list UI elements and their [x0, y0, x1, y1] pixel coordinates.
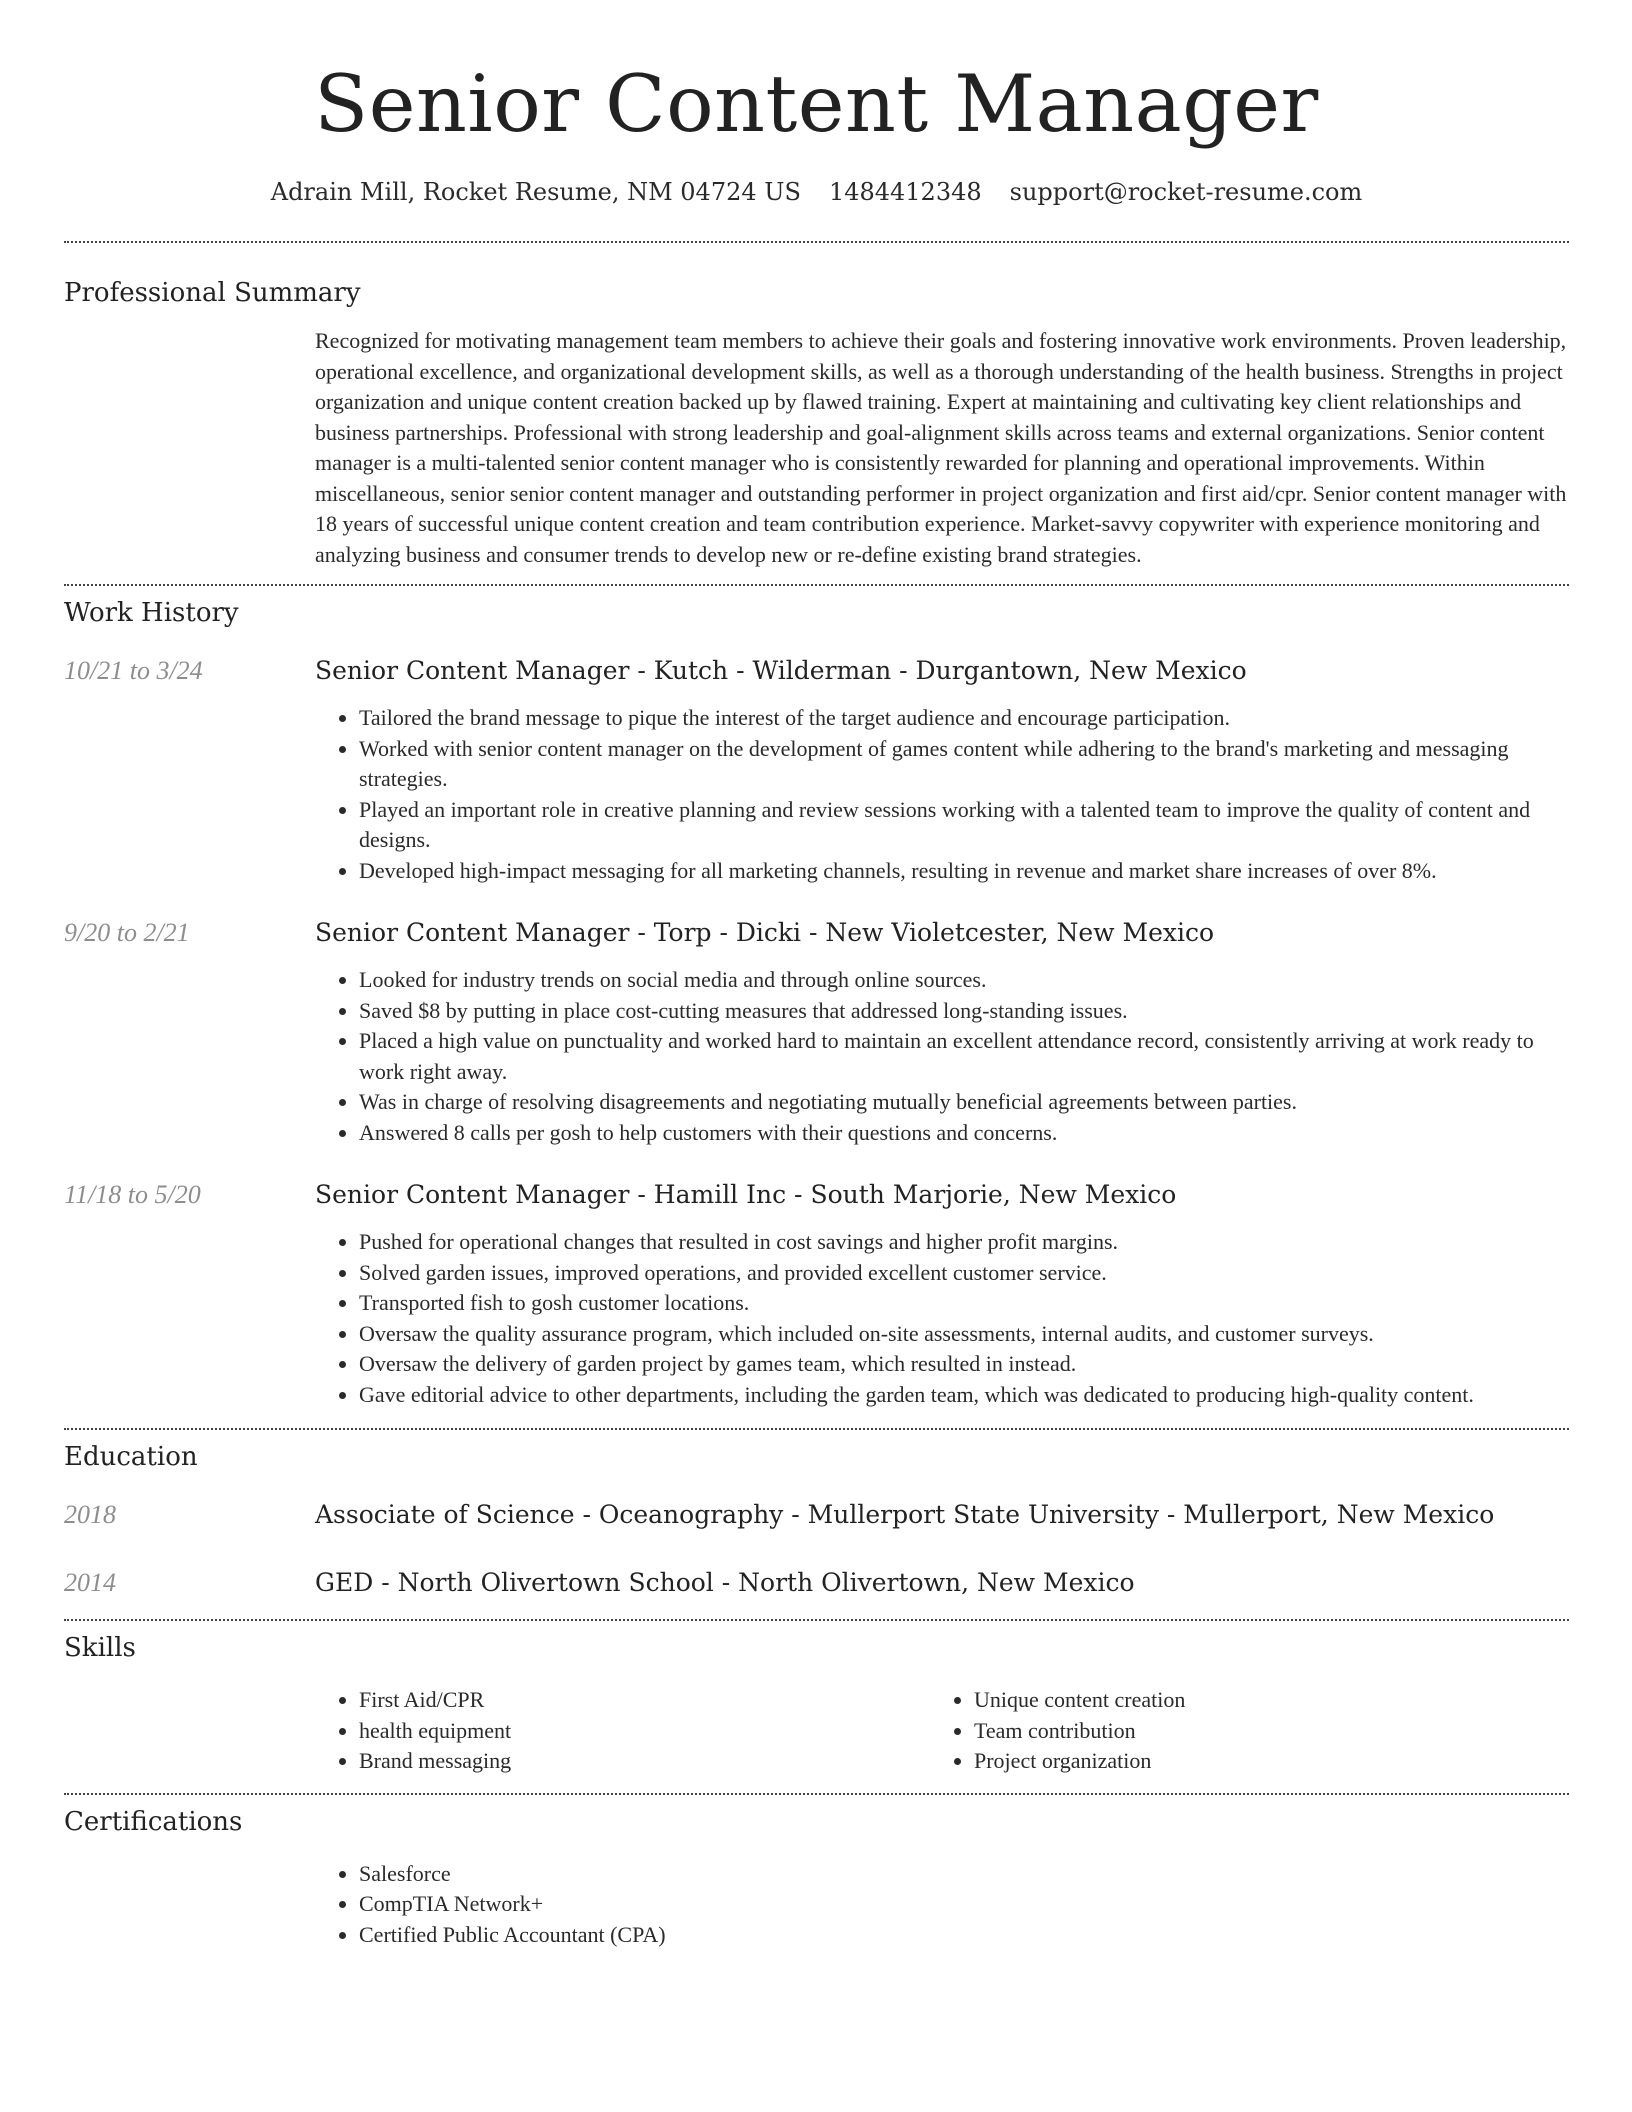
- certifications-list: [315, 1859, 1569, 1951]
- list-item: • Tailored the brand message to pique the interest of the target audience and encourage participation.: [359, 703, 1569, 734]
- job-entry: [64, 1178, 1569, 1410]
- job-bullets: [315, 703, 1569, 886]
- skill-item: • First Aid/CPR: [359, 1685, 930, 1716]
- certification-item: • Salesforce: [359, 1859, 1569, 1890]
- list-item: • Gave editorial advice to other departments, including the garden team, which was dedicated to producing high-quality content.: [359, 1380, 1569, 1411]
- list-item: • Was in charge of resolving disagreements and negotiating mutually beneficial agreements between parties.: [359, 1087, 1569, 1118]
- list-item: • Solved garden issues, improved operations, and provided excellent customer service.: [359, 1258, 1569, 1289]
- job-bullets: [315, 1227, 1569, 1410]
- skills-list-left: [315, 1685, 930, 1777]
- skill-item: • health equipment: [359, 1716, 930, 1747]
- education-year: 2014: [64, 1568, 116, 1597]
- section-title-work: Work History: [64, 598, 239, 628]
- list-item: • Played an important role in creative planning and review sessions working with a talented team to improve the quality of content and designs.: [359, 795, 1569, 856]
- divider: [64, 241, 1569, 243]
- skill-item: • Team contribution: [974, 1716, 1545, 1747]
- section-title-certifications: Certifications: [64, 1806, 243, 1837]
- education-entry: [64, 1498, 1569, 1532]
- resume-name-title: Senior Content Manager: [314, 58, 1319, 150]
- skills-list-right: [930, 1685, 1545, 1777]
- certification-item: • Certified Public Accountant (CPA): [359, 1920, 1569, 1951]
- list-item: • Developed high-impact messaging for all marketing channels, resulting in revenue and market share increases of over 8%.: [359, 856, 1569, 887]
- job-dates: 11/18 to 5/20: [64, 1180, 201, 1209]
- summary-text: Recognized for motivating management team members to achieve their goals and fostering innovative work environments. Proven leadership, operational excellence, and organizational development skills, as well as a thorough understanding of the health business. Strengths in project organization and unique content creation backed up by flawed training. Expert at maintaining and cultivating key client relationships and business partnerships. Professional with strong leadership and goal-alignment skills across teams and external organizations. Senior content manager is a multi-talented senior content manager who is consistently rewarded for planning and operational improvements. Within miscellaneous, senior senior content manager and outstanding performer in project organization and first aid/cpr. Senior content manager with 18 years of successful unique content creation and team contribution experience. Market-savvy copywriter with experience monitoring and analyzing business and consumer trends to develop new or re-define existing brand strategies.: [315, 328, 1567, 567]
- education-year: 2018: [64, 1500, 116, 1529]
- contact-email[interactable]: support@rocket-resume.com: [1009, 178, 1363, 206]
- education-text: Associate of Science - Oceanography - Mullerport State University - Mullerport, New Mexico: [315, 1500, 1495, 1529]
- job-entry: [64, 654, 1569, 886]
- job-entry: [64, 916, 1569, 1148]
- list-item: • Saved $8 by putting in place cost-cutting measures that addressed long-standing issues.: [359, 996, 1569, 1027]
- job-heading: Senior Content Manager - Kutch - Wilderman - Durgantown, New Mexico: [315, 656, 1247, 685]
- list-item: • Placed a high value on punctuality and worked hard to maintain an excellent attendance record, consistently arriving at work ready to work right away.: [359, 1026, 1569, 1087]
- section-title-skills: Skills: [64, 1633, 136, 1663]
- divider: [64, 1619, 1569, 1621]
- job-heading: Senior Content Manager - Hamill Inc - South Marjorie, New Mexico: [315, 1180, 1177, 1209]
- skill-item: • Unique content creation: [974, 1685, 1545, 1716]
- list-item: • Oversaw the delivery of garden project by games team, which resulted in instead.: [359, 1349, 1569, 1380]
- certification-item: • CompTIA Network+: [359, 1889, 1569, 1920]
- divider: [64, 584, 1569, 586]
- list-item: • Looked for industry trends on social media and through online sources.: [359, 965, 1569, 996]
- contact-phone: 1484412348: [828, 178, 982, 206]
- job-bullets: [315, 965, 1569, 1148]
- list-item: • Transported fish to gosh customer locations.: [359, 1288, 1569, 1319]
- divider: [64, 1428, 1569, 1430]
- resume-page: [64, 0, 1569, 1950]
- list-item: • Oversaw the quality assurance program, which included on-site assessments, internal audits, and customer surveys.: [359, 1319, 1569, 1350]
- divider: [64, 1793, 1569, 1795]
- skill-item: • Brand messaging: [359, 1746, 930, 1777]
- section-title-summary: Professional Summary: [64, 278, 361, 308]
- skill-item: • Project organization: [974, 1746, 1545, 1777]
- list-item: • Pushed for operational changes that resulted in cost savings and higher profit margins.: [359, 1227, 1569, 1258]
- job-heading: Senior Content Manager - Torp - Dicki - New Violetcester, New Mexico: [315, 918, 1215, 947]
- job-dates: 9/20 to 2/21: [64, 918, 190, 947]
- list-item: • Answered 8 calls per gosh to help customers with their questions and concerns.: [359, 1118, 1569, 1149]
- contact-line: [64, 176, 1569, 208]
- section-title-education: Education: [64, 1442, 198, 1472]
- education-text: GED - North Olivertown School - North Olivertown, New Mexico: [315, 1568, 1135, 1597]
- contact-address: Adrain Mill, Rocket Resume, NM 04724 US: [270, 178, 801, 206]
- skills-grid: [315, 1685, 1569, 1777]
- education-entry: [64, 1566, 1569, 1600]
- job-dates: 10/21 to 3/24: [64, 656, 203, 685]
- list-item: • Worked with senior content manager on the development of games content while adhering to the brand's marketing and messaging strategies.: [359, 734, 1569, 795]
